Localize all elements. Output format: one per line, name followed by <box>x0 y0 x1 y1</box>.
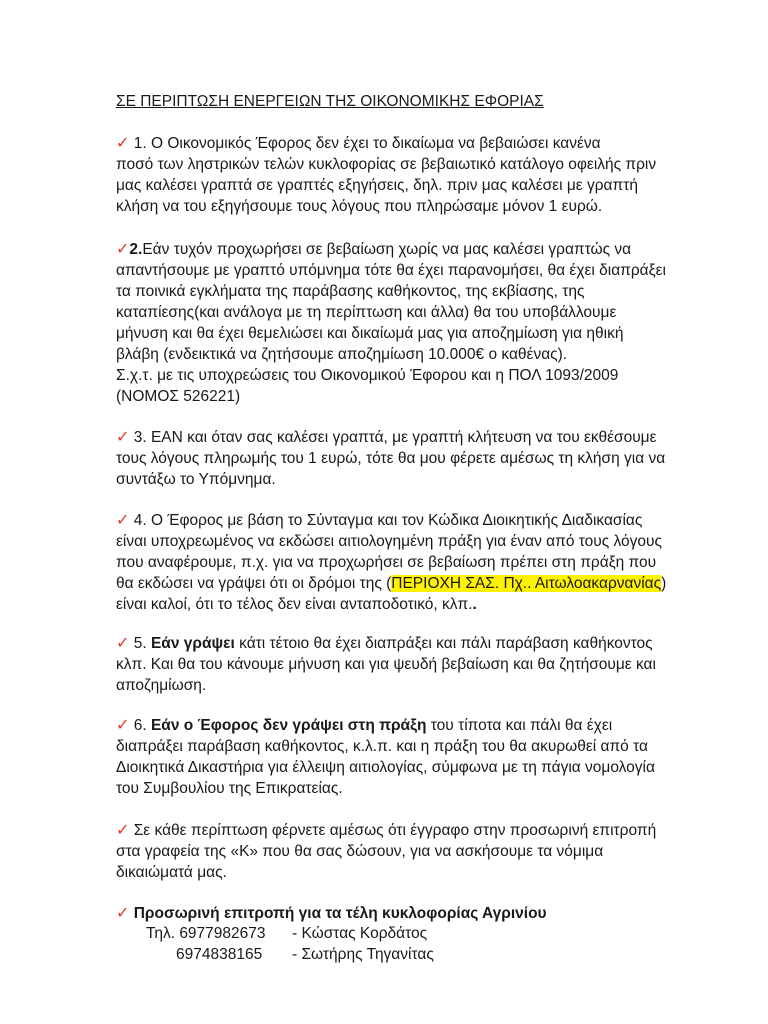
paragraph-3-line-2: τους λόγους πληρωμής του 1 ευρώ, τότε θα μου φέρετε αμέσως τη κλήση για να <box>116 450 666 467</box>
checkmark-icon: ✓ <box>116 633 130 652</box>
paragraph-7-line-1 <box>116 819 656 841</box>
paragraph-1-line-4: κλήση να του εξηγήσουμε τους λόγους που πληρώσαμε μόνον 1 ευρώ. <box>116 198 603 215</box>
contact-row-2 <box>116 944 547 965</box>
contact-name-2: - Σωτήρης Τηγανίτας <box>292 946 434 963</box>
page-title: ΣΕ ΠΕΡΙΠΤΩΣΗ ΕΝΕΡΓΕΙΩΝ ΤΗΣ ΟΙΚΟΝΟΜΙΚΗΣ ΕΦΟΡΙΑΣ <box>116 93 544 110</box>
paragraph-5 <box>116 632 656 696</box>
paragraph-2-line-4: καταπίεσης(και ανάλογα με τη περίπτωση και άλλα) θα του υποβάλλουμε <box>116 304 617 321</box>
paragraph-6-line-2: διαπράξει παράβαση καθήκοντος, κ.λ.π. και η πράξη του θα ακυρωθεί από τα <box>116 738 648 755</box>
paragraph-2-line-6: βλάβη (ενδεικτικά να ζητήσουμε αποζημίωση 10.000€ ο καθένας). <box>116 346 568 363</box>
paragraph-4-line-5 <box>116 594 656 615</box>
checkmark-icon: ✓ <box>116 820 130 839</box>
bold-text: Εάν ο Έφορος δεν γράψει στη πράξη <box>146 717 427 734</box>
text: . <box>472 596 477 613</box>
committee-heading-text: Προσωρινή επιτροπή για τα τέλη κυκλοφορίας Αγρινίου <box>129 905 547 922</box>
checkmark-icon: ✓ <box>116 133 130 152</box>
text: θα εκδώσει να γράψει ότι οι δρόμοι της ( <box>116 575 392 592</box>
paragraph-1-line-3: μας καλέσει γραπτά σε γραπτές εξηγήσεις, δηλ. πριν μας καλέσει με γραπτή <box>116 177 638 194</box>
item-number: 3. <box>133 429 147 446</box>
paragraph-7-line-2: στα γραφεία της «Κ» που θα σας δώσουν, για να ασκήσουμε τα νόμιμα <box>116 843 604 860</box>
text: Ο Οικονομικός Έφορος δεν έχει το δικαίωμα να βεβαιώσει κανένα <box>146 135 601 152</box>
paragraph-4 <box>116 509 667 615</box>
paragraph-2 <box>116 238 666 407</box>
paragraph-6-line-1 <box>116 714 656 736</box>
checkmark-icon: ✓ <box>116 510 130 529</box>
paragraph-4-line-1 <box>116 509 656 531</box>
committee-heading <box>116 902 547 923</box>
paragraph-1-line-1 <box>116 132 656 154</box>
paragraph-3-line-1 <box>116 426 656 448</box>
paragraph-1-line-2: ποσό των ληστρικών τελών κυκλοφορίας σε βεβαιωτικό κατάλογο οφειλής πριν <box>116 156 657 173</box>
paragraph-6-line-4: του Συμβουλίου της Επικρατείας. <box>116 780 343 797</box>
paragraph-5-line-1 <box>116 632 656 654</box>
contact-name-1: - Κώστας Κορδάτος <box>292 925 428 942</box>
paragraph-7 <box>116 819 656 883</box>
paragraph-7-line-3: δικαιώματά μας. <box>116 864 227 881</box>
paragraph-2-line-7: Σ.χ.τ. με τις υποχρεώσεις του Οικονομικού Έφορου και η ΠΟΛ 1093/2009 <box>116 367 619 384</box>
text: είναι καλοί, ότι το τέλος δεν είναι ανταποδοτικό, κλπ. <box>116 596 473 613</box>
item-number: 4. <box>133 512 147 529</box>
checkmark-icon: ✓ <box>116 239 130 258</box>
paragraph-4-line-4 <box>116 573 667 594</box>
paragraph-3 <box>116 426 666 490</box>
paragraph-1 <box>116 132 656 217</box>
paragraph-5-line-2: κλπ. Και θα του κάνουμε μήνυση και για ψευδή βεβαίωση και θα ζητήσουμε και <box>116 656 656 673</box>
paragraph-4-line-3: που αναφέρουμε, π.χ. για να προχωρήσει σε βεβαίωση πρέπει στη πράξη που <box>116 554 657 571</box>
checkmark-icon: ✓ <box>116 903 130 922</box>
paragraph-2-line-3: τα ποινικά εγκλήματα της παράβασης καθήκοντος, της εκβίασης, της <box>116 283 585 300</box>
text: ΕΑΝ και όταν σας καλέσει γραπτά, με γραπτή κλήτευση να του εκθέσουμε <box>146 429 657 446</box>
paragraph-5-line-3: αποζημίωση. <box>116 677 207 694</box>
text: κάτι τέτοιο θα έχει διαπράξει και πάλι παράβαση καθήκοντος <box>234 635 653 652</box>
text: Σε κάθε περίπτωση φέρνετε αμέσως ότι έγγραφο στην προσωρινή επιτροπή <box>129 822 657 839</box>
paragraph-3-line-3: συντάξω το Υπόμνημα. <box>116 471 276 488</box>
paragraph-2-line-8: (ΝΟΜΟΣ 526221) <box>116 388 241 405</box>
paragraph-2-line-2: απαντήσουμε με γραπτό υπόμνημα τότε θα έχει παρανομήσει, θα έχει διαπράξει <box>116 262 666 279</box>
item-number: 1. <box>133 135 147 152</box>
item-number: 2. <box>129 241 143 258</box>
contact-phone-2: 6974838165 <box>176 946 263 963</box>
contact-row-1 <box>116 923 547 944</box>
highlighted-region: ΠΕΡΙΟΧΗ ΣΑΣ. Πχ.. Αιτωλοακαρνανίας <box>391 575 662 592</box>
paragraph-2-line-1 <box>116 238 656 260</box>
paragraph-6-line-3: Διοικητικά Δικαστήρια για έλλειψη αιτιολογίας, σύμφωνα με τη πάγια νομολογία <box>116 759 655 776</box>
committee-contacts <box>116 902 547 965</box>
paragraph-2-line-5: μήνυση και θα έχει θεμελιώσει και δικαίωμά μας για αποζημίωση για ηθική <box>116 325 624 342</box>
item-number: 6. <box>133 717 147 734</box>
text: Ο Έφορος με βάση το Σύνταγμα και τον Κώδικα Διοικητικής Διαδικασίας <box>146 512 643 529</box>
text: του τίποτα και πάλι θα έχει <box>426 717 613 734</box>
text: ) <box>661 575 667 592</box>
checkmark-icon: ✓ <box>116 427 130 446</box>
contact-phone-1: Τηλ. 6977982673 <box>146 925 266 942</box>
item-number: 5. <box>133 635 147 652</box>
paragraph-6 <box>116 714 656 799</box>
text: Εάν τυχόν προχωρήσει σε βεβαίωση χωρίς να μας καλέσει γραπτώς να <box>142 241 632 258</box>
paragraph-4-line-2: είναι υποχρεωμένος να εκδώσει αιτιολογημένη πράξη για έναν από τους λόγους <box>116 533 662 550</box>
bold-text: Εάν γράψει <box>146 635 235 652</box>
checkmark-icon: ✓ <box>116 715 130 734</box>
